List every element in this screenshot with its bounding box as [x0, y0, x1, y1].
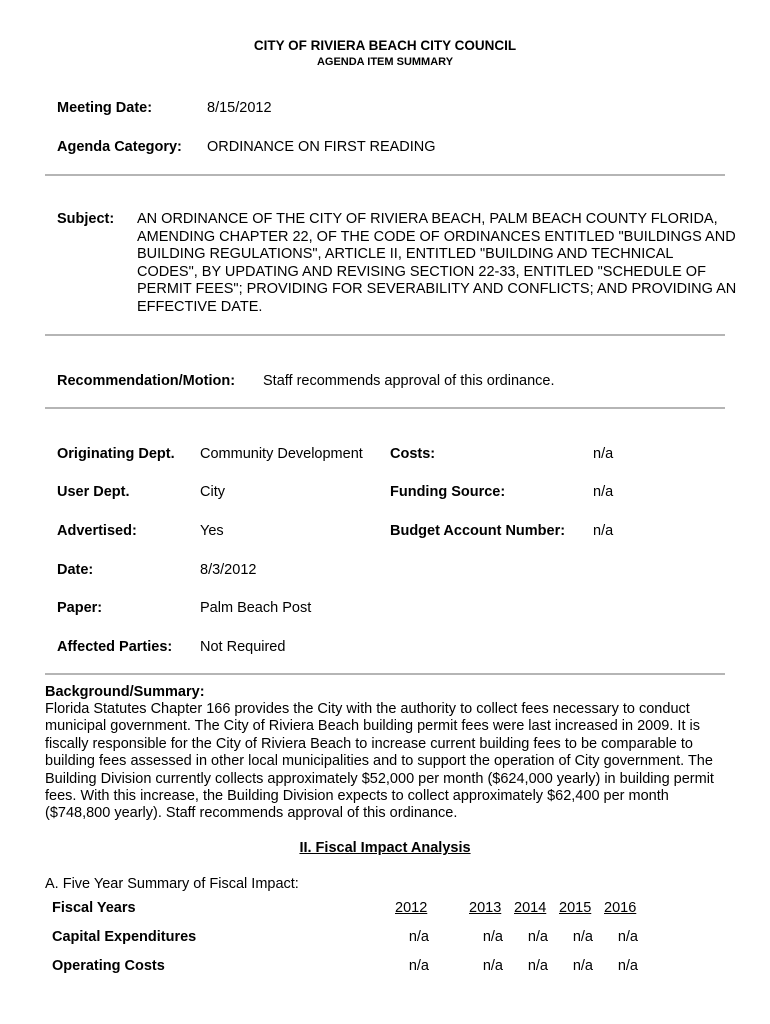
document-title: CITY OF RIVIERA BEACH CITY COUNCIL [253, 38, 517, 53]
capex-2015: n/a [572, 929, 593, 945]
opcost-2016: n/a [617, 958, 638, 974]
recommendation-label: Recommendation/Motion: [57, 373, 236, 389]
divider [45, 174, 725, 176]
capital-expenditures-label: Capital Expenditures [52, 929, 197, 945]
background-label: Background/Summary: [45, 684, 205, 700]
fiscal-years-label: Fiscal Years [52, 900, 136, 916]
advertised-value: Yes [200, 523, 224, 539]
five-year-summary-label: A. Five Year Summary of Fiscal Impact: [45, 876, 299, 892]
subject-text: AN ORDINANCE OF THE CITY OF RIVIERA BEACH, PALM BEACH COUNTY FLORIDA, AMENDING CHAPTER 22, OF THE CODE OF ORDINANCES ENTITLED "BUILDINGS AND BUILDING REGULATIONS", ARTICLE II, ENTITLED "BUILDING AND TECHNICAL CODES", BY UPDATING AND REVISING SECTION 22-33, ENTITLED "SCHEDULE OF PERMIT FEES"; PROVIDING FOR SEVERABILITY AND CONFLICTS; AND PROVIDING AN EFFECTIVE DATE. [137, 211, 737, 315]
paper-label: Paper: [57, 600, 103, 616]
advertised-label: Advertised: [57, 523, 137, 539]
funding-source-value: n/a [593, 484, 614, 500]
opcost-2013: n/a [482, 958, 503, 974]
agenda-category-label: Agenda Category: [57, 139, 182, 155]
funding-source-label: Funding Source: [390, 484, 506, 500]
costs-label: Costs: [390, 446, 436, 462]
year-2016: 2016 [604, 900, 637, 916]
year-2015: 2015 [559, 900, 592, 916]
year-2014: 2014 [514, 900, 547, 916]
year-2013: 2013 [469, 900, 502, 916]
fiscal-section-title: II. Fiscal Impact Analysis [299, 840, 471, 856]
affected-parties-value: Not Required [200, 639, 286, 655]
document-subtitle: AGENDA ITEM SUMMARY [316, 56, 454, 68]
capex-2016: n/a [617, 929, 638, 945]
budget-account-value: n/a [593, 523, 614, 539]
paper-value: Palm Beach Post [200, 600, 312, 616]
budget-account-label: Budget Account Number: [390, 523, 566, 539]
ad-date-label: Date: [57, 562, 94, 578]
ad-date-value: 8/3/2012 [200, 562, 257, 578]
agenda-category-value: ORDINANCE ON FIRST READING [207, 139, 436, 155]
capex-2014: n/a [527, 929, 548, 945]
meeting-date-value: 8/15/2012 [207, 100, 272, 116]
capex-2013: n/a [482, 929, 503, 945]
meeting-date-label: Meeting Date: [57, 100, 153, 116]
operating-costs-label: Operating Costs [52, 958, 165, 974]
capex-2012: n/a [408, 929, 429, 945]
opcost-2012: n/a [408, 958, 429, 974]
originating-dept-label: Originating Dept. [57, 446, 175, 462]
background-text: Florida Statutes Chapter 166 provides the City with the authority to collect fees necessary to conduct municipal government. The City of Riviera Beach building permit fees were last increased in 2009. It is fiscally responsible for the City of Riviera Beach to increase current building fees to be comparable to building fees assessed in other local municipalities and to support the operation of City government. The Building Division currently collects approximately $52,000 per month ($624,000 yearly) in building permit fees. With this increase, the Building Division expects to collect approximately $62,400 per month ($748,800 yearly). Staff recommends approval of this ordinance. [45, 701, 714, 822]
user-dept-label: User Dept. [57, 484, 130, 500]
user-dept-value: City [200, 484, 225, 500]
originating-dept-value: Community Development [200, 446, 363, 462]
costs-value: n/a [593, 446, 614, 462]
recommendation-text: Staff recommends approval of this ordinance. [263, 373, 555, 389]
divider [45, 334, 725, 336]
subject-label: Subject: [57, 211, 115, 227]
affected-parties-label: Affected Parties: [57, 639, 173, 655]
divider [45, 407, 725, 409]
divider [45, 673, 725, 675]
year-2012: 2012 [395, 900, 428, 916]
opcost-2015: n/a [572, 958, 593, 974]
opcost-2014: n/a [527, 958, 548, 974]
